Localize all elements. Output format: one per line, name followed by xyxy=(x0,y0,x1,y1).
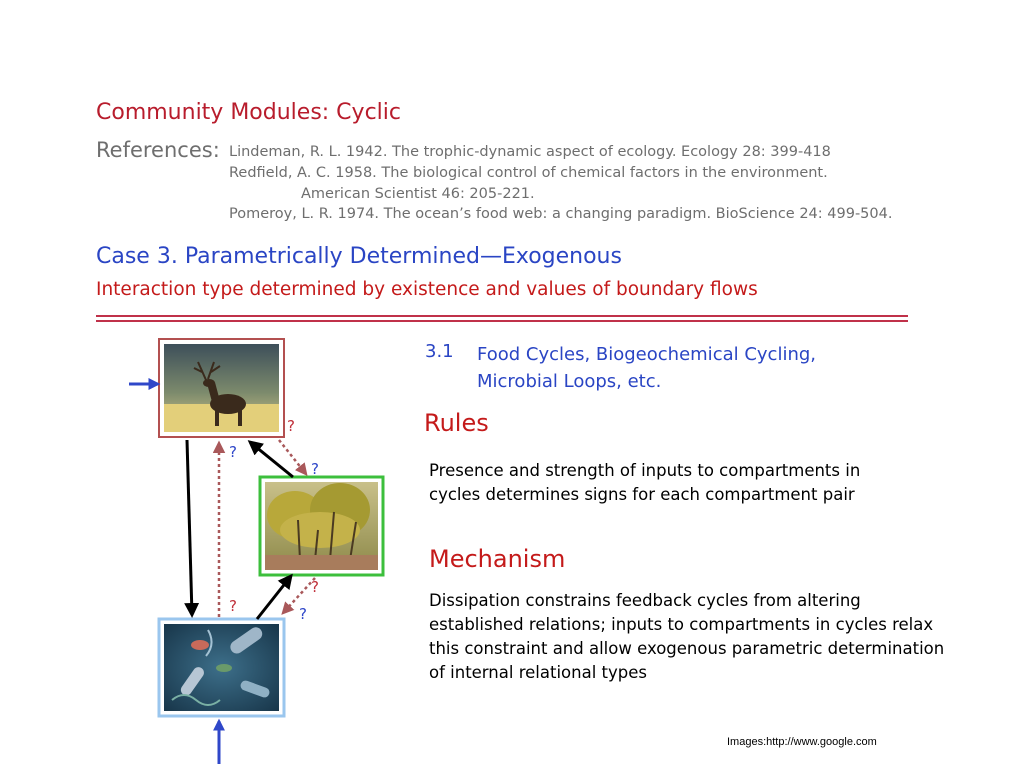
sign-mark-elk-microbes: ? xyxy=(229,443,237,461)
trees-icon xyxy=(265,483,378,570)
image-credit: Images:http://www.google.com xyxy=(727,736,877,748)
references-label: References: xyxy=(96,138,220,162)
reference-pomeroy: Pomeroy, L. R. 1974. The ocean’s food web: a changing paradigm. BioScience 24: 499-504. xyxy=(229,206,893,222)
microbes-compartment xyxy=(159,619,284,716)
mechanism-text: Dissipation constrains feedback cycles from altering established relations; inputs to compartments in cycles relax this constraint and allow exogenous parametric determination of internal relational types xyxy=(429,591,945,682)
reference-lindeman: Lindeman, R. L. 1942. The trophic-dynamic aspect of ecology. Ecology 28: 399-418 xyxy=(229,144,831,160)
case-title: Case 3. Parametrically Determined—Exogenous xyxy=(96,244,622,269)
section-number: 3.1 xyxy=(425,341,454,362)
reference-redfield: Redfield, A. C. 1958. The biological control of chemical factors in the environment. xyxy=(229,165,828,181)
case-subtitle: Interaction type determined by existence and values of boundary flows xyxy=(96,279,758,300)
sign-mark-trees-elk: ? xyxy=(311,460,319,478)
rules-text: Presence and strength of inputs to compartments in cycles determines signs for each compartment pair xyxy=(429,461,861,504)
sign-mark-microbes-trees: ? xyxy=(299,605,307,623)
trees-to-elk-arrow xyxy=(250,442,293,477)
rules-heading: Rules xyxy=(424,409,489,437)
reference-redfield-journal: American Scientist 46: 205-221. xyxy=(301,186,535,202)
sign-mark-elk-trees: ? xyxy=(287,417,295,435)
sign-mark-trees-microbes: ? xyxy=(311,578,319,596)
elk-to-microbes-arrow xyxy=(187,440,192,615)
section-title-line-2: Microbial Loops, etc. xyxy=(477,371,662,392)
trees-compartment xyxy=(260,477,383,575)
elk-compartment xyxy=(159,339,284,437)
section-title-line-1: Food Cycles, Biogeochemical Cycling, xyxy=(477,344,817,365)
slide-title: Community Modules: Cyclic xyxy=(96,100,401,125)
mechanism-heading: Mechanism xyxy=(429,545,566,573)
microbes-to-trees-arrow xyxy=(257,576,291,619)
sign-mark-microbes-elk: ? xyxy=(229,597,237,615)
